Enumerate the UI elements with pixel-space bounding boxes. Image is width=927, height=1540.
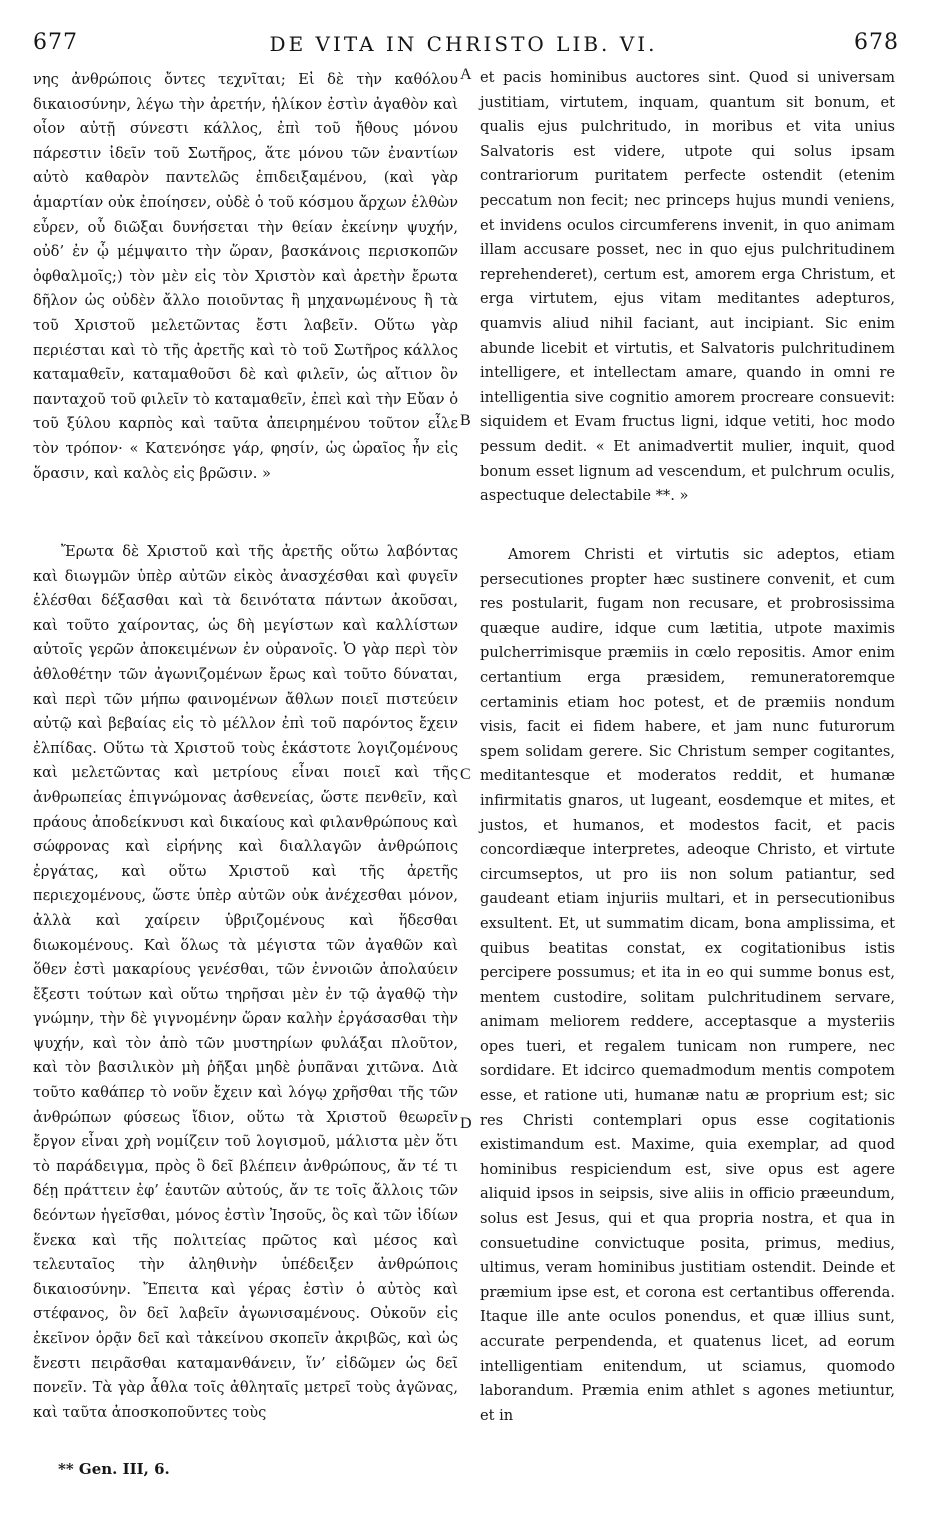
greek-paragraph-1: νης ἀνθρώποις ὄντες τεχνῖται; Εἰ δὲ τὴν καθόλου δικαιοσύνην, λέγω τὴν ἀρετήν, ἡλίκον ἐστὶν ἀγαθὸν καὶ οἷον αὐτῇ σύνεστι κάλλος, ἐπὶ τοῦ ἤθους μόνου πάρεστιν ἰδεῖν τοῦ Σωτῆρος, ἅτε μόνου τῶν ἐναντίων αὐτὸ καθαρὸν παντελῶς ἐπιδειξαμένου, (καὶ γὰρ ἁμαρτίαν οὐκ ἐποίησεν, οὐδὲ ὁ τοῦ κόσμου ἄρχων ἐλθὼν εὗρεν, οὗ διῶξαι δυνήσεται τὴν θείαν ἐκείνην ψυχήν, οὐδ’ ἐν ᾧ μέμψαιτο τὴν ὥραν, βασκάνοις περισκοπῶν ὀφθαλμοῖς;) τὸν μὲν εἰς τὸν Χριστὸν καὶ ἀρετὴν ἔρωτα δῆλον ὡς οὐδὲν ἄλλο ποιοῦντας ἢ μηχανωμένους ἢ τὰ τοῦ Χριστοῦ μελετῶντας ἔστι λαβεῖν. Οὕτω γὰρ περιέσται καὶ τὸ τῆς ἀρετῆς καὶ τὸ τοῦ Σωτῆρος κάλλος καταμαθεῖν, καταμαθοῦσι δὲ καὶ φιλεῖν, ὡς αἴτιον ὂν πανταχοῦ τοῦ φιλεῖν τὸ καταμαθεῖν, ἐπεὶ καὶ τὴν Εὔαν ὁ τοῦ ξύλου καρπὸς καὶ ταῦτα ἀπειρημένου τοῦτον εἷλε τὸν τρόπον· « Κατενόησε γάρ, φησίν, ὡς ὡραῖος ἦν εἰς ὅρασιν, καὶ καλὸς εἰς βρῶσιν. » (33, 71, 458, 482)
latin-paragraph-2: Amorem Christi et virtutis sic adeptos, etiam persecutiones propter hæc sustinere convenit, et cum res postularit, fugam non recusare, et probrosissima quæque audire, idque cum lætitia, utpote maximis pulcherrimisque præmiis in cœlo repositis. Amor enim certantium erga præsidem, remuneratoremque certaminis etiam hoc potest, et de præmiis nondum visis, facit ei fidem habere, et jam nunc futurorum spem solidam gerere. Sic Christum semper cogitantes, meditantesque et moderatos reddit, et humanæ infirmitatis gnaros, ut lugeant, eosdemque et mites, et justos, et humanos, et modestos facit, et pacis concordiæque interpretes, adeoque Christo, et virtute circumseptos, ut pro iis non solum patiantur, sed gaudeant etiam injuriis multari, et in persecutionibus exsultent. Et, ut summatim dicam, bona amplissima, et quibus beatitas constat, ex cogitationibus istis percipere possumus; et ita in eo qui summe bonus est, mentem custodire, solitam pulchritudinem servare, animam meliorem reddere, acceptasque a mysteriis opes tueri, et regalem tunicam non rumpere, nec sordidare. Et idcirco quemadmodum mentis compotem esse, et ratione uti, humanæ natu æ proprium est; sic res Christi contemplari opus esse cogitationis existimandum est. Maxime, quia exemplar, ad quod hominibus respiciendum est, sive opus est agere aliquid ipsos in seipsis, sive aliis in officio præeundum, solus est Jesus, qui et qua propria nostra, et qua in consuetudine convictuque posita, primus, medius, ultimus, veram hominibus justitiam ostendit. Deinde et præmium ipse est, et corona est certantibus offerenda. Itaque ille ante oculos ponendus, et quæ illius sunt, accurate perpendenda, et quatenus licet, ad eorum intelligentiam enitendum, ut sciamus, quomodo laborandum. Præmia enim athlet s agones metiuntur, et in (480, 546, 895, 1424)
margin-marker-d: D (460, 1115, 472, 1132)
greek-column-top (33, 68, 458, 486)
latin-column-top (480, 66, 895, 509)
page-number-left: 677 (33, 30, 78, 55)
margin-marker-a: A (460, 66, 472, 83)
margin-marker-c: C (460, 766, 471, 783)
running-title: DE VITA IN CHRISTO LIB. VI. (269, 32, 658, 56)
page-header (0, 0, 927, 60)
margin-marker-b: B (460, 412, 471, 429)
greek-paragraph-2: Ἔρωτα δὲ Χριστοῦ καὶ τῆς ἀρετῆς οὕτω λαβόντας καὶ διωγμῶν ὑπὲρ αὐτῶν εἰκὸς ἀνασχέσθαι καὶ φυγεῖν ἑλέσθαι δέξασθαι καὶ τὰ δεινότατα πάντων ἀκοῦσαι, καὶ τοῦτο χαίροντας, ὡς δὴ μεγίστων καὶ καλλίστων αὐτοῖς γερῶν ἀποκειμένων ἐν οὐρανοῖς. Ὁ γὰρ περὶ τὸν ἀθλοθέτην τῶν ἀγωνιζομένων ἔρως καὶ τοῦτο δύναται, καὶ περὶ τῶν μήπω φαινομένων ἄθλων ποιεῖ πιστεύειν αὐτῷ καὶ βεβαίας εἰς τὸ μέλλον ἐπὶ τοῦ παρόντος ἔχειν ἐλπίδας. Οὕτω τὰ Χριστοῦ τοὺς ἑκάστοτε λογιζομένους καὶ μελετῶντας καὶ μετρίους εἶναι ποιεῖ καὶ τῆς ἀνθρωπείας ἐπιγνώμονας ἀσθενείας, ὥστε πενθεῖν, καὶ πράους ἀποδείκνυσι καὶ δικαίους καὶ φιλανθρώπους καὶ σώφρονας καὶ εἰρήνης καὶ διαλλαγῶν ἀνθρώποις ἐργάτας, καὶ οὕτω Χριστοῦ καὶ τῆς ἀρετῆς περιεχομένους, ὥστε ὑπὲρ αὐτῶν οὐκ ἀνέχεσθαι μόνον, ἀλλὰ καὶ χαίρειν ὑβριζομένους καὶ ἥδεσθαι διωκομένους. Καὶ ὅλως τὰ μέγιστα τῶν ἀγαθῶν καὶ ὅθεν ἐστὶ μακαρίους γενέσθαι, τῶν ἐννοιῶν ἀπολαύειν ἔξεστι τούτων καὶ οὕτω τηρῆσαι μὲν ἐν τῷ ἀγαθῷ τὴν γνώμην, τὴν δὲ γιγνομένην ὥραν καλὴν ἐργάσασθαι τὴν ψυχήν, καὶ τὸν ἀπὸ τῶν μυστηρίων φυλάξαι πλοῦτον, καὶ τὸν βασιλικὸν μὴ ῥῆξαι μηδὲ ῥυπᾶναι χιτῶνα. Διὰ τοῦτο καθάπερ τὸ νοῦν ἔχειν καὶ λόγῳ χρῆσθαι τῆς τῶν ἀνθρώπων φύσεως ἴδιον, οὕτω τὰ Χριστοῦ θεωρεῖν ἔργον εἶναι χρὴ νομίζειν τοῦ λογισμοῦ, μάλιστα μὲν ὅτι τὸ παράδειγμα, πρὸς ὃ δεῖ βλέπειν ἀνθρώπους, ἄν τέ τι δέῃ πράττειν ἐφ’ ἑαυτῶν αὐτούς, ἄν τε τοῖς ἄλλοις τῶν δεόντων ἡγεῖσθαι, μόνος ἐστὶν Ἰησοῦς, ὃς καὶ τῶν ἰδίων ἕνεκα καὶ τῆς πολιτείας πρῶτος καὶ μέσος καὶ τελευταῖος τὴν ἀληθινὴν ὑπέδειξεν ἀνθρώποις δικαιοσύνην. Ἔπειτα καὶ γέρας ἐστὶν ὁ αὐτὸς καὶ στέφανος, ὃν δεῖ λαβεῖν ἀγωνισαμένους. Οὐκοῦν εἰς ἐκεῖνον ὁρᾷν δεῖ καὶ τἀκείνου σκοπεῖν ἀκριβῶς, καὶ ὡς ἔνεστι πειρᾶσθαι καταμανθάνειν, ἵν’ εἰδῶμεν ὡς δεῖ πονεῖν. Τὰ γὰρ ἆθλα τοῖς ἀθληταῖς μετρεῖ τοὺς ἀγῶνας, καὶ ταῦτα ἀποσκοποῦντες τοὺς (33, 543, 458, 1421)
page-number-right: 678 (854, 30, 899, 55)
latin-column-bottom (480, 543, 895, 1428)
latin-paragraph-1: et pacis hominibus auctores sint. Quod si universam justitiam, virtutem, inquam, quantum sit bonum, et qualis ejus pulchritudo, in moribus et vita unius Salvatoris est videre, utpote qui solus ipsam contrariorum puritatem perfecte ostendit (etenim peccatum non fecit; nec princeps hujus mundi veniens, et invidens oculos circumferens invenit, in quo animam illam accusare posset, nec in quo ejus pulchritudinem reprehenderet), certum est, amorem erga Christum, et erga virtutem, ejus vitam meditantes adepturos, quamvis aliud nihil faciant, aut incipiant. Sic enim abunde licebit et virtutis, et Salvatoris pulchritudinem intelligere, et intellectam amare, quando in omni re intelligentia sive cognitio amorem procreare consuevit: siquidem et Evam fructus ligni, idque vetiti, hoc modo pessum dedit. « Et animadvertit mulier, inquit, quod bonum esset lignum ad vescendum, et pulchrum oculis, aspectuque delectabile **. » (480, 69, 895, 505)
greek-column-bottom (33, 540, 458, 1425)
footnote: ** Gen. III, 6. (58, 1460, 170, 1478)
